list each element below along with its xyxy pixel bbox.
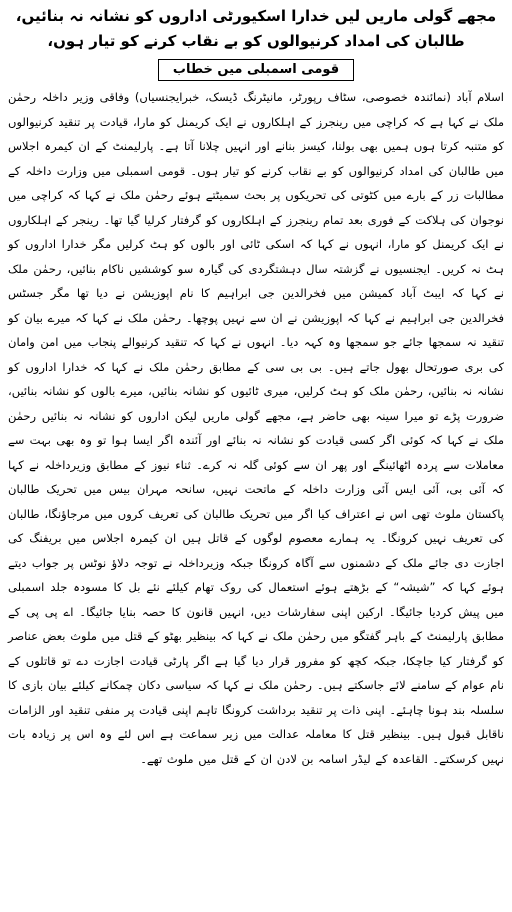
article-body: اسلام آباد (نمائندہ خصوصی، سٹاف رپورٹر، مانیٹرنگ ڈیسک، خبرایجنسیاں) وفاقی وزیر داخلہ رحمٰن ملک نے کہا ہے کہ کراچی میں رینجرز کے اہلکاروں نے ایک کریمنل کو مارا، قیادت پر تنقید کرنیوالوں کو متنبہ کرتا ہوں ہمیں بھی بولنا، کیسز بنانے اور انہیں چلانا آتا ہے۔ پارلیمنٹ کے ان کیمرہ اجلاس میں طالبان کی امداد کرنیوالوں کو بے نقاب کرنے کو تیار ہوں۔ قومی اسمبلی میں وزارت داخلہ کے مطالبات زر کے بارے میں کٹوتی کی تحریکوں پر بحث سمیٹتے ہوئے رحمٰن ملک نے کہا کہ کراچی میں نوجوان کی ہلاکت کے فوری بعد تمام رینجرز کے اہلکاروں کو گرفتار کرلیا گیا تھا۔ رینجر کے اہلکاروں نے ایک کریمنل کو مارا، انہوں نے کہا کہ اسکی ٹائی اور بالوں کو ہٹ کرلیں مگر خدارا اداروں کو ہٹ نہ کریں۔ ایجنسیوں نے گزشتہ سال دہشتگردی کی گیارہ سو کوششیں ناکام بنائیں، رحمٰن ملک نے کہا کہ ایبٹ آباد کمیشن میں فخرالدین جی ابراہیم کا نام اپوزیشن نے دیا تھا مگر جسٹس فخرالدین جی ابراہیم نے کہا کہ اپوزیشن نے ان سے نہیں پوچھا۔ رحمٰن ملک نے کہا کہ میرے بیان کو تنقید نہ سمجھا جائے جو سمجھا وہ کہہ دیا۔ انہوں نے کہا کہ تنقید کرنیوالے پنجاب میں امن وامان کی بری صورتحال بھول جاتے ہیں۔ بی بی سی کے مطابق رحمٰن ملک نے کہا کہ خدارا اداروں کو نشانہ نہ بنائیں، رحمٰن ملک کو ہٹ کرلیں، میری ٹائیوں کو نشانہ بنائیں، میرے بالوں کو نشانہ بنائیں، ضرورت پڑے تو میرا سینہ بھی حاضر ہے، مجھے گولی ماریں لیکن اداروں کو نشانہ نہ بنائیں رحمٰن ملک نے کہا کہ کوئی اگر کسی قیادت کو نشانہ نہ بنائے اور آئندہ اگر ایسا ہوا تو وہ بھی بہت سے معاملات سے پردہ اٹھائینگے اور پھر ان سے کوئی گلہ نہ کرے۔ ثناء نیوز کے مطابق وزیرداخلہ نے کہا کہ آئی بی، آئی ایس آئی وزارت داخلہ کے ماتحت نہیں، سانحہ مہران بیس میں تحریک طالبان پاکستان ملوث تھی اس نے اعتراف کیا اگر میں تحریک طالبان کی تعریف کروں میں مرجاؤنگا، طالبان کی تعریف نہیں کرونگا۔ یہ ہمارے معصوم لوگوں کے قاتل ہیں ان کیمرہ اجلاس میں بریفنگ کی اجازت دی جائے ملک کے دشمنوں سے آگاہ کرونگا جبکہ وزیرداخلہ نے توجہ دلاؤ نوٹس پر جواب دیتے ہوئے کہا کہ ”شیشہ“ کے بڑھتے ہوئے استعمال کی روک تھام کیلئے نئے بل کا مسودہ جلد اسمبلی میں پیش کردیا جائیگا۔ ارکین اپنی سفارشات دیں، انہیں قانون کا حصہ بنایا جائیگا۔ اے پی پی کے مطابق پارلیمنٹ کے باہر گفتگو میں رحمٰن ملک نے کہا کہ بینظیر بھٹو کے قتل میں ملوث بعض عناصر کو گرفتار کیا جاچکا، جبکہ کچھ کو مفرور قرار دیا گیا ہے اگر پارٹی قیادت اجازت دے تو قاتلوں کے نام عوام کے سامنے لائے جاسکتے ہیں۔ رحمٰن ملک نے کہا کہ سیاسی دکان چمکانے کیلئے بیان بازی کا سلسلہ بند ہونا چاہئے۔ اپنی ذات پر تنقید برداشت کرونگا تاہم اپنی قیادت پر منفی تنقید اور الزامات ناقابل قبول ہیں۔ بینظیر قتل کا معاملہ عدالت میں زیر سماعت ہے اس لئے وہ اس پر زیادہ بات نہیں کرسکتے۔ القاعدہ کے لیڈر اسامہ بن لادن ان کے قتل میں ملوث تھے۔ [8,90,504,766]
subheadline-container [8,58,504,81]
headline: مجھے گولی ماریں لیں خدارا اسکیورٹی اداروں کو نشانہ نہ بنائیں، طالبان کی امداد کرنیوالوں کو بے نقاب کرنے کو تیار ہوں، [15,7,497,50]
subheadline-box: قومی اسمبلی میں خطاب [158,59,354,81]
